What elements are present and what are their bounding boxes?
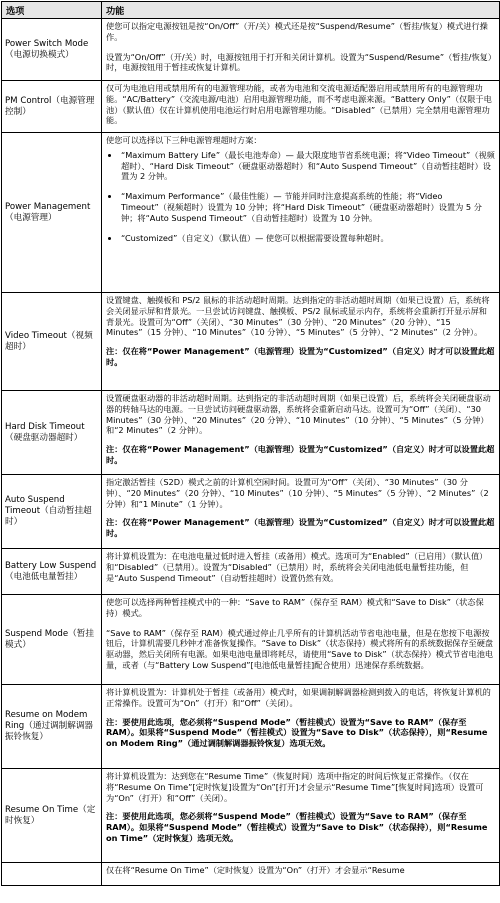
scheme-list <box>120 150 495 244</box>
option-pm-control: PM Control（电源管理控制） <box>2 81 102 133</box>
note-text: 注：仅在将“Power Management”（电源管理）设置为“Customized”（自定义）时才可以设置此超时。 <box>106 346 495 368</box>
list-item: • “Maximum Battery Life”（最长电池寿命）— 最大限度地节省系统电源；将“Video Timeout”（视频超时）、“Hard Disk Timeout”（硬盘驱动器超时）和“Auto Suspend Timeout”（自动暂挂超时）设置为 2 分钟。 <box>120 150 495 182</box>
option-battery-low-suspend: Battery Low Suspend（电池低电量暂挂） <box>2 549 102 595</box>
description-text: 设置为“On/Off”（开/关）时，电源按钮用于打开和关闭计算机。设置为“Suspend/Resume”（暂挂/恢复）时，电源按钮用于暂挂或恢复计算机。 <box>106 51 492 73</box>
description-cell <box>102 293 500 391</box>
table-row <box>2 391 500 475</box>
option-auto-suspend-timeout: Auto Suspend Timeout（自动暂挂超时） <box>2 475 102 549</box>
description-text: 使您可以指定电源按钮是按“On/Off”（开/关）模式还是按“Suspend/Resume”（暂挂/恢复）模式进行操作。 <box>106 21 488 42</box>
table-row <box>2 549 500 595</box>
table-row <box>2 595 500 685</box>
table-row <box>2 475 500 549</box>
description-cell <box>102 475 500 549</box>
table-row <box>2 81 500 133</box>
option-resume-on-modem-ring: Resume on Modem Ring（通过调制解调器振铃恢复） <box>2 685 102 769</box>
description-text: 将计算机设置为：计算机处于暂挂（或备用）模式时，如果调制解调器检测到拨入的电话，将恢复计算机的正常操作。设置可为“On”（打开）和“Off”（关闭）。 <box>106 687 491 708</box>
list-item: • “Customized”（自定义）（默认值）— 使您可以根据需要设置每种超时。 <box>120 233 495 244</box>
note-text: 注：仅在将“Power Management”（电源管理）设置为“Customized”（自定义）时才可以设置此超时。 <box>106 517 495 539</box>
description-text: 仅可为电池启用或禁用所有的电源管理功能，或者为电池和交流电源适配器启用或禁用所有的电源管理功能。“AC/Battery”（交流电源/电池）启用电源管理功能，而不考虑电源来源。“Battery Only”（仅限于电池）（默认值）仅在计算机使用电池运行时启用电源管理功能。“Disabled”（已禁用）完全禁用电源管理功能。 <box>106 83 492 126</box>
table-row <box>2 769 500 863</box>
table-header-row <box>2 2 500 19</box>
description-cell <box>102 769 500 863</box>
description-text: “Save to RAM”（保存至 RAM）模式通过停止几乎所有的计算机活动节省电池电量，但是在您按下电源按钮后，计算机需要几秒钟才准备恢复操作。“Save to Disk”（状态保持）模式将所有的系统数据保存至硬盘驱动器，然后关闭所有电源。如果电池电量即将耗尽，请使用“Save to Disk”（状态保持）模式节省电池电量，或者（与“Battery Low Suspend”[电池低电量暂挂]配合使用）迅速保存系统数据。 <box>106 627 494 671</box>
settings-table <box>1 1 500 886</box>
description-cell <box>102 19 500 81</box>
description-text: 使您可以选择以下三种电源管理超时方案： <box>106 135 262 145</box>
option-video-timeout: Video Timeout（视频超时） <box>2 293 102 391</box>
description-text: 将计算机设置为：达到您在“Resume Time”（恢复时间）选项中指定的时间后恢复正常操作。（仅在将“Resume On Time”[定时恢复]设置为“On”[打开]才会显示“Resume Time”[恢复时间]选项）设置可为“On”（打开）和“Off”（关闭）。 <box>106 771 484 803</box>
description-cell <box>102 81 500 133</box>
description-cell <box>102 391 500 475</box>
description-text: 仅在将“Resume On Time”（定时恢复）设置为“On”（打开）才会显示“Resume <box>106 865 405 875</box>
option-power-management: Power Management（电源管理） <box>2 133 102 293</box>
description-text: 设置键盘、触摸板和 PS/2 鼠标的非活动超时周期。达到指定的非活动超时周期（如果已设置）后，系统将会关闭显示屏和背景光。一旦尝试访问键盘、触摸板、PS/2 鼠标或显示内存，系统将会重新打开显示屏和背景光。设置可为“Off”（关闭）、“30 Minutes”（30 分钟）、“20 Minutes”（20 分钟）、“15 Minutes”（15 分钟）、“10 Minutes”（10 分钟）、“5 Minutes”（5 分钟）、“2 Minutes”（2 分钟）。 <box>106 295 490 338</box>
option-hard-disk-timeout: Hard Disk Timeout（硬盘驱动器超时） <box>2 391 102 475</box>
option-power-switch-mode: Power Switch Mode（电源切换模式） <box>2 19 102 81</box>
option-suspend-mode: Suspend Mode（暂挂模式） <box>2 595 102 685</box>
header-option: 选项 <box>2 2 102 19</box>
description-cell <box>102 685 500 769</box>
note-text: 注：要使用此选项，您必须将“Suspend Mode”（暂挂模式）设置为“Save to RAM”（保存至 RAM）。如果将“Suspend Mode”（暂挂模式）设置为“Save to Disk”（状态保持），则“Resume on Modem Ring”（通过调制解调器振铃恢复）选项无效。 <box>106 716 488 749</box>
table-row <box>2 863 500 886</box>
list-item: • “Maximum Performance”（最佳性能）— 节能并同时注意提高系统的性能；将“Video Timeout”（视频超时）设置为 10 分钟；将“Hard Disk Timeout”（硬盘驱动器超时）设置为 5 分钟；将“Auto Suspend Timeout”（自动暂挂超时）设置为 10 分钟。 <box>120 191 495 223</box>
description-cell <box>102 549 500 595</box>
table-row <box>2 293 500 391</box>
table-row <box>2 133 500 293</box>
option-cell <box>2 863 102 886</box>
note-text: 注：仅在将“Power Management”（电源管理）设置为“Customized”（自定义）时才可以设置此超时。 <box>106 444 495 466</box>
header-function: 功能 <box>102 2 500 19</box>
description-text: 指定激活暂挂（S2D）模式之前的计算机空闲时间。设置可为“Off”（关闭）、“30 Minutes”（30 分钟）、“20 Minutes”（20 分钟）、“10 Minutes”（10 分钟）、“5 Minutes”（5 分钟）、“2 Minutes”（2 分钟）和“1 Minute”（1 分钟）。 <box>106 477 489 509</box>
description-cell <box>102 133 500 293</box>
description-cell <box>102 863 500 886</box>
description-text: 将计算机设置为：在电池电量过低时进入暂挂（或备用）模式。选项可为“Enabled”（已启用）（默认值）和“Disabled”（已禁用）。设置为“Disabled”（已禁用）时，系统将会关闭电池低电量暂挂功能，但是“Auto Suspend Timeout”（自动暂挂超时）设置仍然有效。 <box>106 551 488 583</box>
table-row <box>2 19 500 81</box>
note-text: 注：要使用此选项，您必须将“Suspend Mode”（暂挂模式）设置为“Save to RAM”（保存至 RAM）。如果将“Suspend Mode”（暂挂模式）设置为“Save to Disk”（状态保持），则“Resume on Time”（定时恢复）选项无效。 <box>106 811 488 844</box>
option-resume-on-time: Resume On Time（定时恢复） <box>2 769 102 863</box>
table-row <box>2 685 500 769</box>
description-text: 设置硬盘驱动器的非活动超时周期。达到指定的非活动超时周期（如果已设置）后，系统将会关闭硬盘驱动器的转轴马达的电源。一旦尝试访问硬盘驱动器，系统将会重新启动马达。设置可为“Off”（关闭）、“30 Minutes”（30 分钟）、“20 Minutes”（20 分钟）、“10 Minutes”（10 分钟）、“5 Minutes”（5 分钟）和“2 Minutes”（2 分钟）。 <box>106 393 491 436</box>
description-cell <box>102 595 500 685</box>
description-text: 使您可以选择两种暂挂模式中的一种：“Save to RAM”（保存至 RAM）模式和“Save to Disk”（状态保持）模式。 <box>106 597 484 618</box>
